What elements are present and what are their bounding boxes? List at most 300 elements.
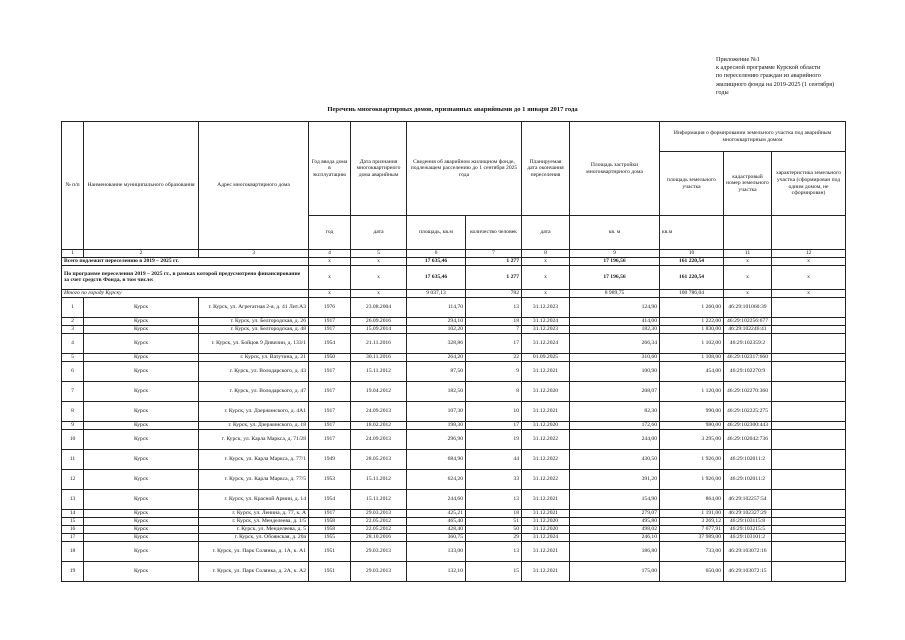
- summary-cell: x: [522, 257, 570, 265]
- row-people: 8: [466, 381, 522, 401]
- row-municipality: Курск: [84, 317, 199, 325]
- col-num: 7: [466, 250, 522, 258]
- row-address: г. Курск, ул. Белгородская, д. 26: [199, 317, 309, 325]
- row-planned-date: 31.12.2021: [522, 541, 570, 561]
- row-year: 1917: [309, 325, 351, 333]
- row-address: г. Курск, ул. Карла Маркса, д. 71/28: [199, 429, 309, 449]
- row-land-character: [772, 381, 846, 401]
- row-land-area: 1 191,00: [660, 509, 724, 517]
- row-planned-date: 31.12.2020: [522, 517, 570, 525]
- row-year: 1949: [309, 449, 351, 469]
- row-land-character: [772, 401, 846, 421]
- row-planned-date: 31.12.2024: [522, 333, 570, 353]
- row-land-character: [772, 449, 846, 469]
- col-num: 9: [570, 250, 660, 258]
- row-planned-date: 31.12.2022: [522, 429, 570, 449]
- summary-area: 17 635,46: [407, 265, 466, 289]
- summary-cell: x: [522, 265, 570, 289]
- row-cadastral: 46:29:102359:2: [724, 333, 772, 353]
- data-rows: [62, 297, 846, 581]
- table-row: [62, 533, 846, 541]
- row-area: 107,30: [407, 401, 466, 421]
- row-number: 19: [62, 561, 84, 581]
- row-built-area: 182,30: [570, 325, 660, 333]
- row-people: 17: [466, 333, 522, 353]
- row-land-area: 1 108,00: [660, 353, 724, 361]
- row-address: г. Курск, ул. Ватутина, д. 21: [199, 353, 309, 361]
- row-planned-date: 31.12.2022: [522, 449, 570, 469]
- row-address: г. Курск, ул. Карла Маркса, д. 77/5: [199, 469, 309, 489]
- summary-built: 17 196,56: [570, 257, 660, 265]
- row-municipality: Курск: [84, 401, 199, 421]
- row-land-character: [772, 525, 846, 533]
- row-land-area: 3 269,12: [660, 517, 724, 525]
- row-recognition-date: 29.03.2013: [351, 541, 407, 561]
- header-land-character: характеристика земельного участка (сформирован под одним домом, не сформирован): [772, 152, 846, 216]
- row-municipality: Курск: [84, 333, 199, 353]
- unit-date: дата: [351, 216, 407, 250]
- summary-land: 161 220,54: [660, 257, 724, 265]
- row-people: 15: [466, 561, 522, 581]
- row-number: 14: [62, 509, 84, 517]
- row-area: 465,40: [407, 517, 466, 525]
- table-row: [62, 429, 846, 449]
- table-row: [62, 517, 846, 525]
- row-area: 428,40: [407, 525, 466, 533]
- row-recognition-date: 22.05.2012: [351, 525, 407, 533]
- row-address: г. Курск, ул. Володарского, д. 43: [199, 361, 309, 381]
- row-planned-date: 31.12.2023: [522, 297, 570, 317]
- row-cadastral: 46:29:103072:15: [724, 561, 772, 581]
- appendix-line: по переселению граждан из аварийного: [716, 72, 821, 80]
- table-row: [62, 561, 846, 581]
- row-recognition-date: 21.11.2016: [351, 333, 407, 353]
- summary-people: 1 277: [466, 265, 522, 289]
- header-land-info: Информация о формировании земельного участка под аварийным многоквартирным домом: [660, 122, 846, 152]
- table-row: [62, 509, 846, 517]
- row-area: 360,75: [407, 533, 466, 541]
- col-num: 6: [407, 250, 466, 258]
- row-area: 132,10: [407, 561, 466, 581]
- row-cadastral: 46:29:103072:16: [724, 541, 772, 561]
- row-people: 7: [466, 325, 522, 333]
- row-built-area: 279,07: [570, 509, 660, 517]
- row-built-area: 208,07: [570, 381, 660, 401]
- row-year: 1958: [309, 525, 351, 533]
- row-number: 8: [62, 401, 84, 421]
- row-municipality: Курск: [84, 381, 199, 401]
- row-cadastral: 46:29:102042:736: [724, 429, 772, 449]
- row-area: 684,90: [407, 449, 466, 469]
- row-land-area: 1 102,00: [660, 333, 724, 353]
- table-row: [62, 421, 846, 429]
- unit-residents: количество человек: [466, 216, 522, 250]
- document-title: Перечень многоквартирных домов, признанных аварийными до 1 января 2017 года: [327, 106, 578, 113]
- header-cadastral: кадастровый номер земельного участка: [724, 152, 772, 216]
- row-municipality: Курск: [84, 429, 199, 449]
- row-area: 296,90: [407, 429, 466, 449]
- row-recognition-date: 22.05.2012: [351, 517, 407, 525]
- row-built-area: 246,10: [570, 533, 660, 541]
- row-address: г. Курск, ул. Менделеева, д. 5: [199, 525, 309, 533]
- row-area: 114,70: [407, 297, 466, 317]
- row-planned-date: 31.12.2024: [522, 533, 570, 541]
- row-area: 133,00: [407, 541, 466, 561]
- row-year: 1950: [309, 353, 351, 361]
- row-year: 1917: [309, 317, 351, 325]
- summary-cell: x: [522, 289, 570, 297]
- table-row: [62, 297, 846, 317]
- row-number: 3: [62, 325, 84, 333]
- summary-cell: x: [724, 289, 772, 297]
- row-planned-date: 01.09.2025: [522, 353, 570, 361]
- row-year: 1958: [309, 517, 351, 525]
- summary-land: 161 220,54: [660, 265, 724, 289]
- row-municipality: Курск: [84, 561, 199, 581]
- row-land-character: [772, 361, 846, 381]
- summary-cell: x: [351, 289, 407, 297]
- row-address: г. Курск, ул. Бойцов 9 Дивизии, д. 133/1: [199, 333, 309, 353]
- col-num: 5: [351, 250, 407, 258]
- housing-register-table: [61, 121, 846, 582]
- row-built-area: 82,30: [570, 401, 660, 421]
- row-area: 294,10: [407, 317, 466, 325]
- appendix-line: годы: [716, 88, 729, 96]
- row-cadastral: 46:29:102225:275: [724, 401, 772, 421]
- row-area: 264,20: [407, 353, 466, 361]
- row-planned-date: 31.12.2021: [522, 561, 570, 581]
- table-row: [62, 525, 846, 533]
- summary-cell: x: [772, 265, 846, 289]
- row-address: г. Курск, ул. Белгородская, д. 48: [199, 325, 309, 333]
- row-land-area: 990,00: [660, 401, 724, 421]
- row-built-area: 175,00: [570, 561, 660, 581]
- row-address: г. Курск, ул. Обоянская, д. 20а: [199, 533, 309, 541]
- row-year: 1951: [309, 541, 351, 561]
- row-address: г. Курск, ул. Менделеева, д. 1/5: [199, 517, 309, 525]
- row-number: 4: [62, 333, 84, 353]
- row-land-area: 1 830,00: [660, 325, 724, 333]
- header-year: Год ввода дома в эксплуатацию: [309, 122, 351, 216]
- row-recognition-date: 29.03.2013: [351, 561, 407, 581]
- row-municipality: Курск: [84, 541, 199, 561]
- row-address: г. Курск, ул. Ленина, д. 77, к. А: [199, 509, 309, 517]
- row-recognition-date: 18.02.2012: [351, 421, 407, 429]
- row-area: 244,60: [407, 489, 466, 509]
- summary-total-row: [62, 257, 846, 265]
- summary-built: 8 989,75: [570, 289, 660, 297]
- col-num: 2: [84, 250, 199, 258]
- row-number: 13: [62, 489, 84, 509]
- summary-cell: x: [309, 257, 351, 265]
- row-year: 1917: [309, 401, 351, 421]
- row-number: 17: [62, 533, 84, 541]
- row-land-area: 1 222,00: [660, 317, 724, 325]
- row-land-character: [772, 541, 846, 561]
- table-row: [62, 489, 846, 509]
- row-number: 11: [62, 449, 84, 469]
- col-num: 1: [62, 250, 84, 258]
- row-municipality: Курск: [84, 325, 199, 333]
- row-recognition-date: 15.09.2014: [351, 325, 407, 333]
- table-row: [62, 353, 846, 361]
- row-number: 18: [62, 541, 84, 561]
- row-land-character: [772, 561, 846, 581]
- row-municipality: Курск: [84, 353, 199, 361]
- row-recognition-date: 15.11.2012: [351, 361, 407, 381]
- header-municipality: Наименование муниципального образования: [84, 122, 199, 250]
- row-year: 1953: [309, 469, 351, 489]
- unit-cadastral-empty: [724, 216, 772, 250]
- row-year: 1917: [309, 381, 351, 401]
- row-address: г. Курск, ул. Парк Солянка, д. 1А, к. А1: [199, 541, 309, 561]
- summary-cell: x: [351, 257, 407, 265]
- table-row: [62, 401, 846, 421]
- row-municipality: Курск: [84, 509, 199, 517]
- row-land-character: [772, 297, 846, 317]
- row-cadastral: 46:29:102327:29: [724, 509, 772, 517]
- row-address: г. Курск, ул. Парк Солянка, д. 2А, к. А2: [199, 561, 309, 581]
- summary-built: 17 196,56: [570, 265, 660, 289]
- row-number: 15: [62, 517, 84, 525]
- row-built-area: 266,34: [570, 333, 660, 353]
- row-built-area: 495,80: [570, 517, 660, 525]
- row-municipality: Курск: [84, 489, 199, 509]
- row-people: 50: [466, 525, 522, 533]
- appendix-note: [716, 56, 892, 97]
- table-header: [62, 122, 846, 258]
- row-area: 87,50: [407, 361, 466, 381]
- row-cadastral: 46:29:102246:41: [724, 325, 772, 333]
- row-land-character: [772, 517, 846, 525]
- row-municipality: Курск: [84, 525, 199, 533]
- row-area: 182,50: [407, 381, 466, 401]
- row-built-area: 391,20: [570, 469, 660, 489]
- row-land-area: 1 926,00: [660, 449, 724, 469]
- row-land-area: 1 120,00: [660, 381, 724, 401]
- row-people: 33: [466, 469, 522, 489]
- row-cadastral: 46:29:103101:2: [724, 533, 772, 541]
- row-number: 6: [62, 361, 84, 381]
- row-recognition-date: 19.04.2012: [351, 381, 407, 401]
- summary-people: 1 277: [466, 257, 522, 265]
- row-planned-date: 31.12.2023: [522, 325, 570, 333]
- row-people: 13: [466, 489, 522, 509]
- row-land-character: [772, 509, 846, 517]
- row-built-area: 310,60: [570, 353, 660, 361]
- row-year: 1917: [309, 361, 351, 381]
- summary-area: 9 037,13: [407, 289, 466, 297]
- row-planned-date: 31.12.2022: [522, 469, 570, 489]
- row-cadastral: 46:29:102011:2: [724, 449, 772, 469]
- row-recognition-date: 26.09.2016: [351, 317, 407, 325]
- row-recognition-date: 28.10.2016: [351, 533, 407, 541]
- row-people: 18: [466, 509, 522, 517]
- unit-planned: дата: [522, 216, 570, 250]
- row-municipality: Курск: [84, 361, 199, 381]
- table-row: [62, 361, 846, 381]
- col-num: 4: [309, 250, 351, 258]
- summary-people: 782: [466, 289, 522, 297]
- row-planned-date: 31.12.2021: [522, 401, 570, 421]
- row-municipality: Курск: [84, 533, 199, 541]
- row-people: 10: [466, 401, 522, 421]
- row-land-area: 1 926,00: [660, 469, 724, 489]
- row-land-character: [772, 533, 846, 541]
- row-land-character: [772, 429, 846, 449]
- row-year: 1917: [309, 429, 351, 449]
- col-num: 10: [660, 250, 724, 258]
- row-land-character: [772, 469, 846, 489]
- table-row: [62, 317, 846, 325]
- row-number: 10: [62, 429, 84, 449]
- row-people: 17: [466, 421, 522, 429]
- row-year: 1917: [309, 509, 351, 517]
- row-land-area: 650,00: [660, 561, 724, 581]
- row-municipality: Курск: [84, 421, 199, 429]
- row-number: 1: [62, 297, 84, 317]
- row-built-area: 414,00: [570, 317, 660, 325]
- row-land-area: 3 295,00: [660, 429, 724, 449]
- row-land-character: [772, 353, 846, 361]
- header-land-area: площадь земельного участка: [660, 152, 724, 216]
- col-num: 3: [199, 250, 309, 258]
- header-num: № п/п: [62, 122, 84, 250]
- row-number: 16: [62, 525, 84, 533]
- row-municipality: Курск: [84, 449, 199, 469]
- summary-land: 100 786,04: [660, 289, 724, 297]
- row-people: 13: [466, 297, 522, 317]
- row-municipality: Курск: [84, 297, 199, 317]
- header-address: Адрес многоквартирного дома: [199, 122, 309, 250]
- col-num: 12: [772, 250, 846, 258]
- row-cadastral: 46:29:102270:360: [724, 381, 772, 401]
- row-planned-date: 31.12.2020: [522, 525, 570, 533]
- row-land-character: [772, 333, 846, 353]
- row-people: 44: [466, 449, 522, 469]
- summary-cell: x: [309, 265, 351, 289]
- row-built-area: 172,60: [570, 421, 660, 429]
- summary-cell: x: [772, 257, 846, 265]
- row-year: 1954: [309, 489, 351, 509]
- unit-built: кв. м: [570, 216, 660, 250]
- row-recognition-date: 29.03.2013: [351, 509, 407, 517]
- row-land-area: 7 677,91: [660, 525, 724, 533]
- row-number: 5: [62, 353, 84, 361]
- summary-cell: x: [309, 289, 351, 297]
- row-cadastral: 46:29:101060:39: [724, 297, 772, 317]
- row-recognition-date: 15.11.2012: [351, 469, 407, 489]
- row-people: 19: [466, 429, 522, 449]
- summary-cell: x: [724, 265, 772, 289]
- row-year: 1917: [309, 421, 351, 429]
- row-people: 22: [466, 353, 522, 361]
- row-planned-date: 31.12.2021: [522, 361, 570, 381]
- row-built-area: 154,90: [570, 489, 660, 509]
- row-built-area: 100,90: [570, 361, 660, 381]
- unit-year: год: [309, 216, 351, 250]
- col-num: 8: [522, 250, 570, 258]
- row-land-area: 980,00: [660, 421, 724, 429]
- row-number: 7: [62, 381, 84, 401]
- row-people: 9: [466, 361, 522, 381]
- column-number-row: [62, 250, 846, 258]
- unit-character-empty: [772, 216, 846, 250]
- row-cadastral: 46:29:103115:8: [724, 517, 772, 525]
- summary-cell: x: [351, 265, 407, 289]
- row-year: 1976: [309, 297, 351, 317]
- summary-city-row: [62, 289, 846, 297]
- row-recognition-date: 30.11.2016: [351, 353, 407, 361]
- summary-rows: [62, 257, 846, 297]
- row-land-character: [772, 421, 846, 429]
- row-planned-date: 31.12.2020: [522, 421, 570, 429]
- table-row: [62, 381, 846, 401]
- row-area: 624,20: [407, 469, 466, 489]
- row-land-area: 37 989,00: [660, 533, 724, 541]
- summary-area: 17 635,46: [407, 257, 466, 265]
- row-land-character: [772, 489, 846, 509]
- row-number: 12: [62, 469, 84, 489]
- table-row: [62, 541, 846, 561]
- row-number: 2: [62, 317, 84, 325]
- row-land-area: 864,00: [660, 489, 724, 509]
- row-cadastral: 46:29:102300:443: [724, 421, 772, 429]
- row-cadastral: 46:29:103215:5: [724, 525, 772, 533]
- row-land-area: 454,00: [660, 361, 724, 381]
- row-address: г. Курск, ул. Дзержинского, д. 4А1: [199, 401, 309, 421]
- row-planned-date: 31.12.2024: [522, 317, 570, 325]
- summary-program-row: [62, 265, 846, 289]
- appendix-line: к адресной программе Курской области: [716, 64, 821, 72]
- row-recognition-date: 23.08.2004: [351, 297, 407, 317]
- appendix-line: жилищного фонда на 2019-2025 (1 сентября): [716, 80, 835, 88]
- row-people: 13: [466, 541, 522, 561]
- row-year: 1954: [309, 333, 351, 353]
- row-built-area: 244,00: [570, 429, 660, 449]
- row-built-area: 186,80: [570, 541, 660, 561]
- row-address: г. Курск, ул. Красной Армии, д. 14: [199, 489, 309, 509]
- row-recognition-date: 24.09.2013: [351, 401, 407, 421]
- row-address: г. Курск, ул. Володарского, д. 47: [199, 381, 309, 401]
- row-number: 9: [62, 421, 84, 429]
- row-land-character: [772, 325, 846, 333]
- table-row: [62, 333, 846, 353]
- row-area: 102,20: [407, 325, 466, 333]
- table-row: [62, 325, 846, 333]
- row-land-area: 733,00: [660, 541, 724, 561]
- row-people: 51: [466, 517, 522, 525]
- row-land-character: [772, 317, 846, 325]
- row-year: 1955: [309, 533, 351, 541]
- row-built-area: 498,02: [570, 525, 660, 533]
- row-recognition-date: 15.11.2012: [351, 489, 407, 509]
- row-cadastral: 46:29:102317:660: [724, 353, 772, 361]
- col-num: 11: [724, 250, 772, 258]
- row-area: 198,30: [407, 421, 466, 429]
- row-cadastral: 46:29:102256:677: [724, 317, 772, 325]
- row-land-area: 1 260,00: [660, 297, 724, 317]
- row-cadastral: 46:29:102270:9: [724, 361, 772, 381]
- row-built-area: 430,50: [570, 449, 660, 469]
- row-address: г. Курск, ул. Дзержинского, д. 18: [199, 421, 309, 429]
- header-planned-date: Планируемая дата окончания переселения: [522, 122, 570, 216]
- row-cadastral: 46:29:102011:2: [724, 469, 772, 489]
- summary-label: Итого по городу Курску: [62, 289, 309, 297]
- table-row: [62, 469, 846, 489]
- row-planned-date: 31.12.2021: [522, 489, 570, 509]
- table-row: [62, 449, 846, 469]
